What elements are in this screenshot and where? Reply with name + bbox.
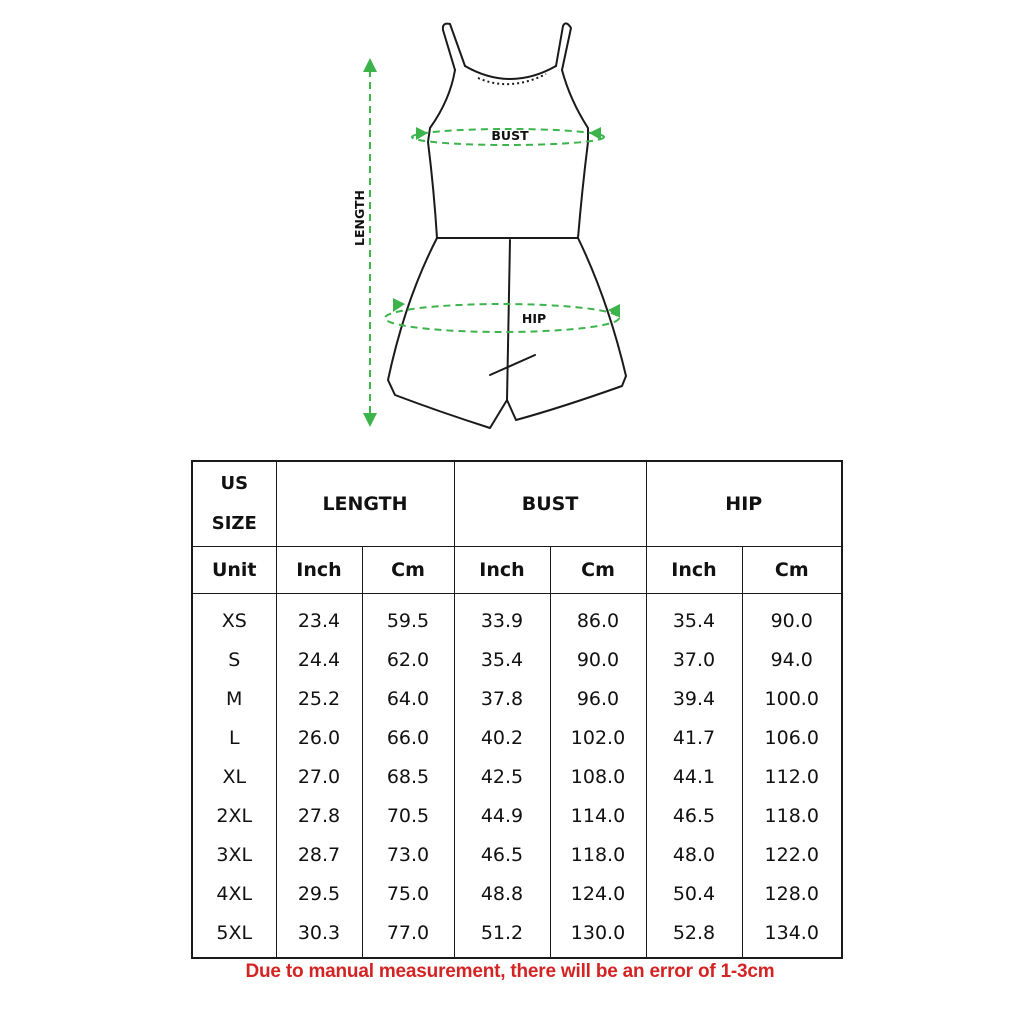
- value-cell: 52.8: [646, 914, 742, 958]
- value-cell: 44.9: [454, 797, 550, 836]
- table-row: [192, 593, 842, 641]
- table-row: [192, 680, 842, 719]
- value-cell: 28.7: [276, 836, 362, 875]
- value-cell: 124.0: [550, 875, 646, 914]
- table-row: [192, 641, 842, 680]
- value-cell: 44.1: [646, 758, 742, 797]
- bust-arrow-left-icon: [416, 127, 428, 140]
- value-cell: 25.2: [276, 680, 362, 719]
- value-cell: 73.0: [362, 836, 454, 875]
- bust-header: BUST: [454, 461, 646, 546]
- bust-arrow-right-icon: [589, 127, 601, 140]
- value-cell: 64.0: [362, 680, 454, 719]
- value-cell: 118.0: [742, 797, 842, 836]
- hip-header: HIP: [646, 461, 842, 546]
- value-cell: 130.0: [550, 914, 646, 958]
- value-cell: 27.8: [276, 797, 362, 836]
- hip-label: HIP: [521, 311, 547, 326]
- unit-cell: Cm: [742, 546, 842, 593]
- size-header-line2: SIZE: [211, 512, 257, 534]
- value-cell: 102.0: [550, 719, 646, 758]
- size-cell: L: [192, 719, 276, 758]
- size-cell: 5XL: [192, 914, 276, 958]
- size-cell: S: [192, 641, 276, 680]
- value-cell: 96.0: [550, 680, 646, 719]
- value-cell: 48.8: [454, 875, 550, 914]
- value-cell: 46.5: [646, 797, 742, 836]
- hip-measure-line: [385, 304, 619, 332]
- size-header: [192, 461, 276, 546]
- unit-cell: Cm: [550, 546, 646, 593]
- value-cell: 37.8: [454, 680, 550, 719]
- value-cell: 77.0: [362, 914, 454, 958]
- table-row: [192, 719, 842, 758]
- value-cell: 35.4: [454, 641, 550, 680]
- value-cell: 27.0: [276, 758, 362, 797]
- unit-label: Unit: [192, 546, 276, 593]
- table-row: [192, 836, 842, 875]
- value-cell: 106.0: [742, 719, 842, 758]
- value-cell: 122.0: [742, 836, 842, 875]
- length-header: LENGTH: [276, 461, 454, 546]
- table-row: [192, 914, 842, 958]
- unit-cell: Inch: [276, 546, 362, 593]
- value-cell: 24.4: [276, 641, 362, 680]
- value-cell: 30.3: [276, 914, 362, 958]
- value-cell: 59.5: [362, 593, 454, 641]
- measurement-error-note: Due to manual measurement, there will be an error of 1-3cm: [245, 961, 775, 982]
- value-cell: 86.0: [550, 593, 646, 641]
- value-cell: 62.0: [362, 641, 454, 680]
- value-cell: 42.5: [454, 758, 550, 797]
- value-cell: 26.0: [276, 719, 362, 758]
- length-arrow-down-icon: [363, 413, 377, 427]
- value-cell: 75.0: [362, 875, 454, 914]
- value-cell: 90.0: [550, 641, 646, 680]
- romper-diagram: [0, 0, 1020, 450]
- value-cell: 66.0: [362, 719, 454, 758]
- value-cell: 39.4: [646, 680, 742, 719]
- size-cell: XL: [192, 758, 276, 797]
- value-cell: 112.0: [742, 758, 842, 797]
- value-cell: 128.0: [742, 875, 842, 914]
- size-cell: 2XL: [192, 797, 276, 836]
- table-row: [192, 875, 842, 914]
- value-cell: 37.0: [646, 641, 742, 680]
- romper-outline: [388, 23, 626, 428]
- table-row: [192, 797, 842, 836]
- value-cell: 94.0: [742, 641, 842, 680]
- value-cell: 51.2: [454, 914, 550, 958]
- value-cell: 114.0: [550, 797, 646, 836]
- hip-arrow-left-icon: [393, 298, 405, 312]
- unit-cell: Inch: [454, 546, 550, 593]
- size-chart-table: [191, 460, 843, 959]
- size-cell: M: [192, 680, 276, 719]
- size-cell: XS: [192, 593, 276, 641]
- value-cell: 90.0: [742, 593, 842, 641]
- size-cell: 4XL: [192, 875, 276, 914]
- value-cell: 48.0: [646, 836, 742, 875]
- length-arrow-up-icon: [363, 58, 377, 72]
- value-cell: 29.5: [276, 875, 362, 914]
- value-cell: 41.7: [646, 719, 742, 758]
- value-cell: 118.0: [550, 836, 646, 875]
- value-cell: 50.4: [646, 875, 742, 914]
- unit-cell: Inch: [646, 546, 742, 593]
- table-row: [192, 758, 842, 797]
- size-header-line1: US: [220, 472, 249, 494]
- value-cell: 46.5: [454, 836, 550, 875]
- size-cell: 3XL: [192, 836, 276, 875]
- value-cell: 40.2: [454, 719, 550, 758]
- length-label: LENGTH: [352, 190, 367, 246]
- value-cell: 100.0: [742, 680, 842, 719]
- value-cell: 33.9: [454, 593, 550, 641]
- value-cell: 108.0: [550, 758, 646, 797]
- value-cell: 134.0: [742, 914, 842, 958]
- bust-label: BUST: [491, 128, 529, 143]
- value-cell: 35.4: [646, 593, 742, 641]
- value-cell: 68.5: [362, 758, 454, 797]
- unit-cell: Cm: [362, 546, 454, 593]
- value-cell: 23.4: [276, 593, 362, 641]
- value-cell: 70.5: [362, 797, 454, 836]
